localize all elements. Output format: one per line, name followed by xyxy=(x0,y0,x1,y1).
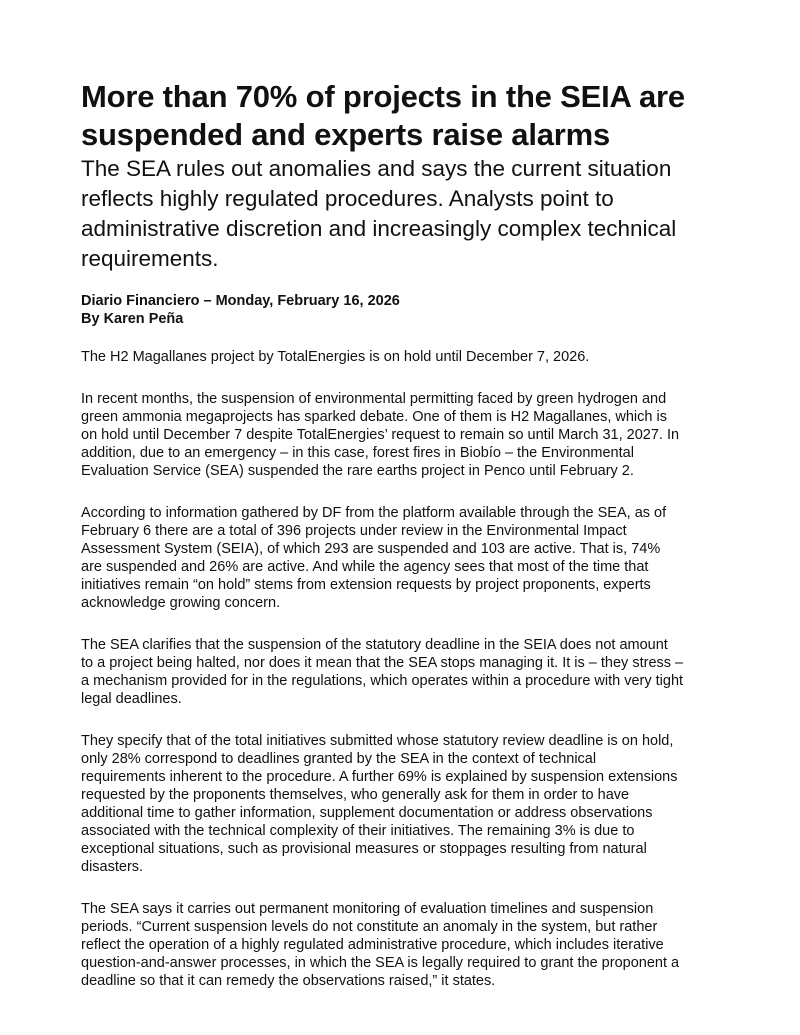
subheadline-line: reflects highly regulated procedures. Analysts point to xyxy=(81,186,614,211)
headline-line: suspended and experts raise alarms xyxy=(81,117,611,152)
paragraph xyxy=(81,504,741,612)
paragraph-line: The SEA says it carries out permanent monitoring of evaluation timelines and suspension xyxy=(81,901,654,917)
article xyxy=(81,78,741,1014)
paragraph-line: deadline so that it can remedy the observations raised,” it states. xyxy=(81,973,496,989)
paragraph-line: disasters. xyxy=(81,859,144,875)
source-line: Diario Financiero – Monday, February 16, 2026 xyxy=(81,293,400,309)
paragraph xyxy=(81,636,741,708)
paragraph-line: acknowledge growing concern. xyxy=(81,595,281,611)
paragraph-line: only 28% correspond to deadlines granted by the SEA in the context of technical xyxy=(81,751,597,767)
paragraph-line: The SEA clarifies that the suspension of the statutory deadline in the SEIA does not amount xyxy=(81,637,668,653)
paragraph xyxy=(81,390,741,480)
paragraph-line: reflect the operation of a highly regulated administrative procedure, which includes iterative xyxy=(81,937,664,953)
paragraph-line: exceptional situations, such as provisional measures or stoppages resulting from natural xyxy=(81,841,647,857)
paragraph-line: associated with the technical complexity of their initiatives. The remaining 3% is due to xyxy=(81,823,635,839)
paragraph-line: a mechanism provided for in the regulations, which operates within a procedure with very tight xyxy=(81,673,684,689)
paragraph-line: requirements inherent to the procedure. A further 69% is explained by suspension extensions xyxy=(81,769,678,785)
paragraph-line: initiatives remain “on hold” stems from extension requests by project proponents, experts xyxy=(81,577,651,593)
paragraph-line: They specify that of the total initiatives submitted whose statutory review deadline is on hold, xyxy=(81,733,674,749)
paragraph-line: Evaluation Service (SEA) suspended the rare earths project in Penco until February 2. xyxy=(81,463,634,479)
paragraph-line: periods. “Current suspension levels do not constitute an anomaly in the system, but rather xyxy=(81,919,658,935)
author-line: By Karen Peña xyxy=(81,311,184,327)
headline-line: More than 70% of projects in the SEIA are xyxy=(81,79,685,114)
paragraph xyxy=(81,900,741,990)
paragraph-line: According to information gathered by DF from the platform available through the SEA, as of xyxy=(81,505,667,521)
subheadline xyxy=(81,154,741,274)
paragraph-line: to a project being halted, nor does it mean that the SEA stops managing it. It is – they stress – xyxy=(81,655,684,671)
paragraph-line: additional time to gather information, supplement documentation or address observations xyxy=(81,805,653,821)
paragraph xyxy=(81,732,741,876)
subheadline-line: requirements. xyxy=(81,246,219,271)
paragraph-line: addition, due to an emergency – in this case, forest fires in Biobío – the Environmental xyxy=(81,445,634,461)
paragraph-line: The H2 Magallanes project by TotalEnergies is on hold until December 7, 2026. xyxy=(81,349,590,365)
paragraph-line: legal deadlines. xyxy=(81,691,182,707)
paragraph-line: green ammonia megaprojects has sparked debate. One of them is H2 Magallanes, which is xyxy=(81,409,667,425)
paragraph-line: February 6 there are a total of 396 projects under review in the Environmental Impact xyxy=(81,523,627,539)
paragraph-line: In recent months, the suspension of environmental permitting faced by green hydrogen and xyxy=(81,391,667,407)
paragraph xyxy=(81,348,741,366)
subheadline-line: administrative discretion and increasingly complex technical xyxy=(81,216,677,241)
article-body xyxy=(81,348,741,990)
paragraph-line: Assessment System (SEIA), of which 293 are suspended and 103 are active. That is, 74% xyxy=(81,541,661,557)
headline xyxy=(81,78,741,154)
paragraph-line: are suspended and 26% are active. And while the agency sees that most of the time that xyxy=(81,559,649,575)
subheadline-line: The SEA rules out anomalies and says the current situation xyxy=(81,156,672,181)
paragraph-line: question-and-answer processes, in which the SEA is legally required to grant the proponent a xyxy=(81,955,680,971)
byline xyxy=(81,292,741,328)
paragraph-line: on hold until December 7 despite TotalEnergies’ request to remain so until March 31, 2027. In xyxy=(81,427,680,443)
paragraph-line: requested by the proponents themselves, who generally ask for them in order to have xyxy=(81,787,630,803)
